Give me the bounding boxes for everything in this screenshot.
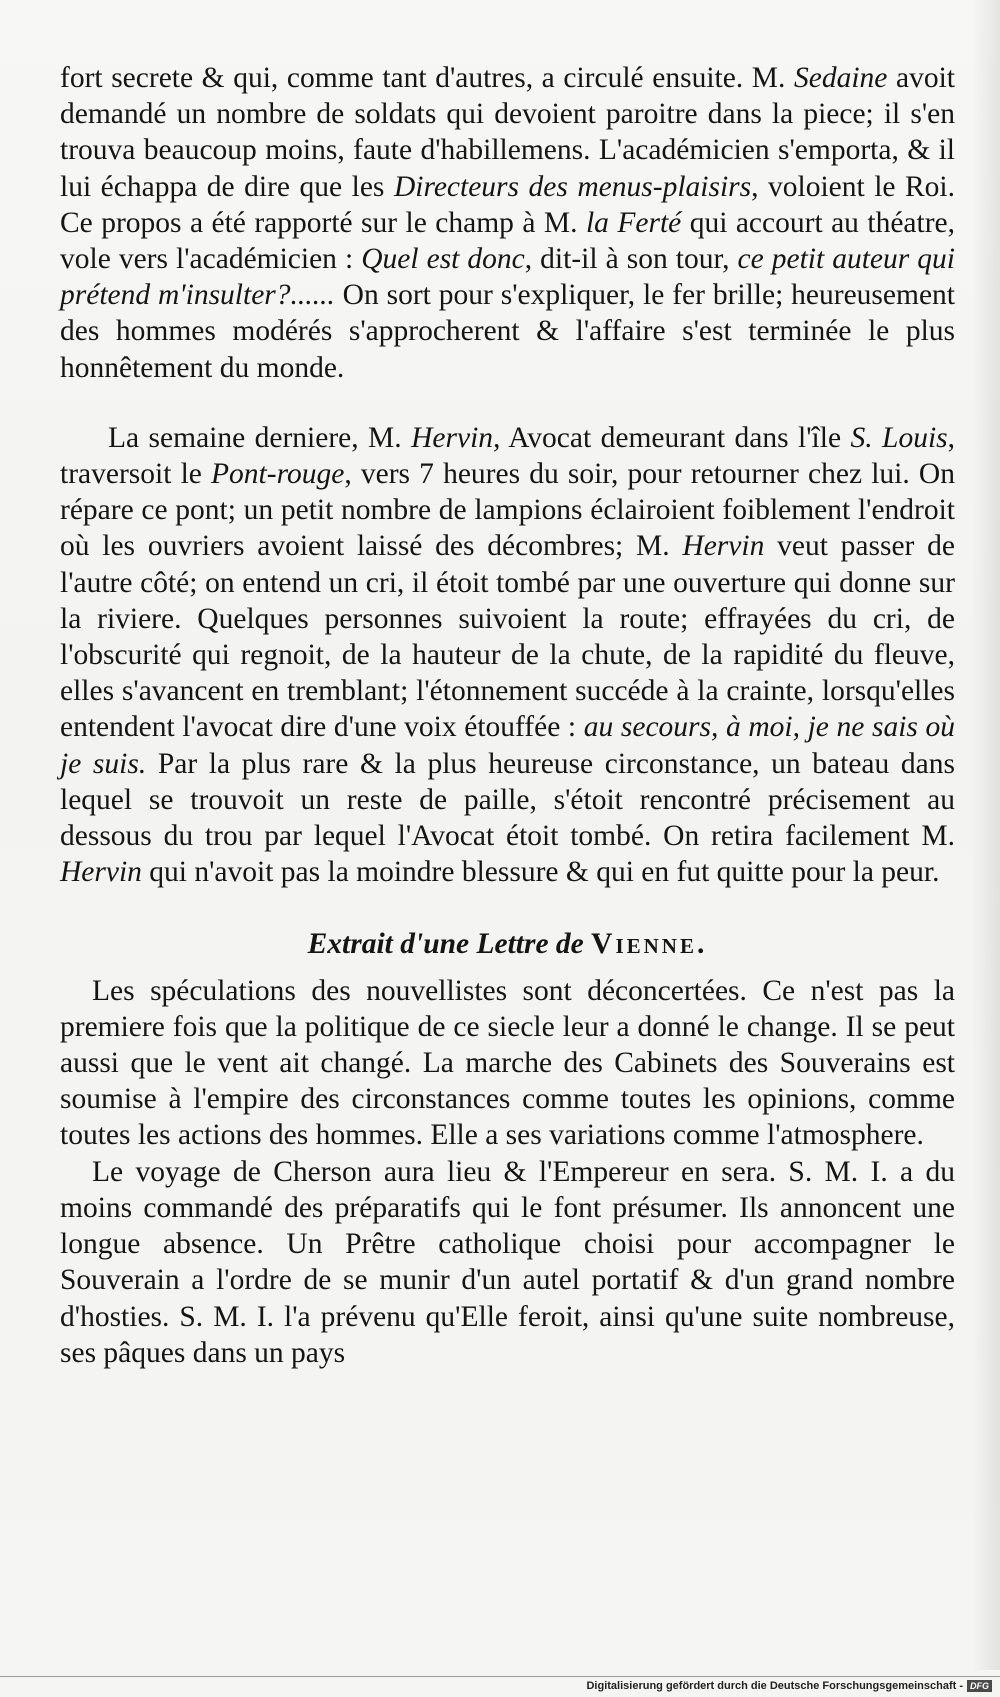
paragraph-speculations: Les spéculations des nouvellistes sont déconcertées. Ce n'est pas la premiere fois que la politique de ce siecle leur a donné le change. Il se peut aussi que le vent ait changé. La marche des Cabinets des Souverains est soumise à l'empire des circonstances comme toutes les opinions, comme toutes les actions des hommes. Elle a ses variations comme l'atmosphere. (60, 974, 955, 1152)
name-hervin: Hervin (60, 856, 142, 889)
name-sedaine: Sedaine (794, 62, 888, 94)
page-edge-shadow (972, 0, 1000, 1670)
italic-quote: Quel est donc (361, 243, 525, 276)
name-hervin: Hervin (682, 530, 765, 563)
body-text (60, 60, 955, 1371)
paragraph-sedaine (60, 60, 955, 386)
name-hervin: Hervin, (411, 421, 501, 454)
text-run: Avocat demeurant dans l'île (500, 421, 851, 454)
heading-italic: Extrait d'une Lettre de (307, 928, 592, 961)
text-run: qui accourt au théatre, vole vers l'académicien : (60, 206, 955, 276)
text-run: , dit-il à son tour, (524, 243, 738, 276)
text-run: , traversoit le (60, 421, 955, 491)
text-run: avoit demandé un nombre de soldats qui devoient paroitre dans la piece; il s'en trouva beaucoup moins, faute d'habillemens. L'académicien s'emporta, & il lui échappa de dire que les (60, 62, 955, 203)
text-run: , voloient le Roi. Ce propos a été rapporté sur le champ à M. (60, 170, 955, 239)
italic-phrase: Directeurs des menus-plaisirs (393, 170, 752, 203)
text-run: , vers 7 heures du soir, pour retourner chez lui. On répare ce pont; un petit nombre de lampions éclairoient foiblement l'endroit où les ouvriers avoient laissé des décombres; M. (60, 458, 955, 563)
place-pont-rouge: Pont-rouge (211, 458, 345, 491)
dfg-logo: DFG (967, 1680, 992, 1692)
italic-quote: ce petit auteur qui prétend m'insulter?...... (60, 243, 955, 312)
text-run: fort secrete & qui, comme tant d'autres, a circulé ensuite. M. (60, 62, 794, 94)
digitization-credit (586, 1680, 992, 1692)
text-run: On sort pour s'expliquer, le fer brille; heureusement des hommes modérés s'approcherent & l'affaire s'est terminée le plus honnêtement du monde. (60, 279, 955, 384)
italic-quote: au secours, à moi, je ne sais où je suis. (60, 711, 955, 780)
credit-text: Digitalisierung gefördert durch die Deutsche Forschungsgemeinschaft - (586, 1680, 963, 1692)
footer-divider (0, 1676, 1000, 1677)
text-run: qui n'avoit pas la moindre blessure & qui en fut quitte pour la peur. (141, 856, 940, 889)
text-run: La semaine derniere, M. (108, 421, 412, 454)
text-run: veut passer de l'autre côté; on entend un cri, il étoit tombé par une ouverture qui donne sur la riviere. Quelques personnes suivoient la route; effrayées du cri, de l'obscurité qui regnoit, de la hauteur de la chute, de la rapidité du fleuve, elles s'avancent en tremblant; l'étonnement succéde à la crainte, lorsqu'elles entendent l'avocat dire d'une voix étouffée : (60, 530, 956, 744)
text-run: Par la plus rare & la plus heureuse circonstance, un bateau dans lequel se trouvoit un reste de paille, s'étoit rencontré précisement au dessous du trou par lequel l'Avocat étoit tombé. On retira facilement M. (60, 747, 955, 853)
section-heading (60, 926, 955, 962)
heading-caps: Vienne. (591, 928, 708, 961)
paragraph-cherson: Le voyage de Cherson aura lieu & l'Empereur en sera. S. M. I. a du moins commandé des préparatifs qui le font présumer. Ils annoncent une longue absence. Un Prêtre catholique choisi pour accompagner le Souverain a l'ordre de se munir d'un autel portatif & d'un grand nombre d'hosties. S. M. I. l'a prévenu qu'Elle feroit, ainsi qu'une suite nombreuse, ses pâques dans un pays (60, 1155, 955, 1369)
paragraph-hervin (60, 420, 955, 891)
name-la-ferte: la Ferté (585, 206, 682, 239)
place-s-louis: S. Louis (850, 421, 948, 454)
